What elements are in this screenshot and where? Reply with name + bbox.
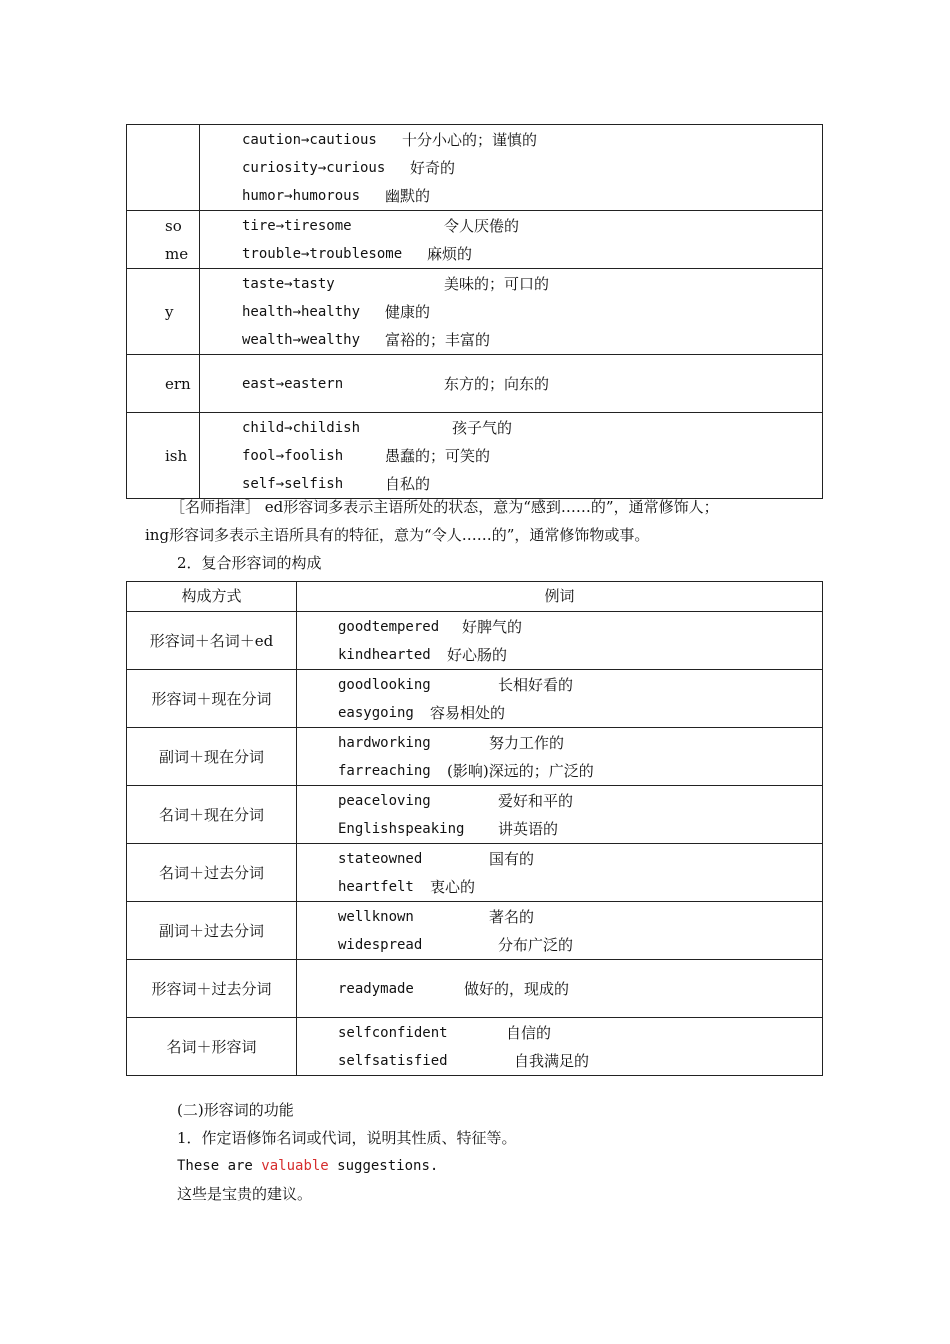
type-cell: 形容词＋名词＋ed xyxy=(127,612,297,670)
example-cell xyxy=(297,1018,823,1076)
point-1: 1．作定语修饰名词或代词，说明其性质、特征等。 xyxy=(177,1129,517,1147)
example-cell xyxy=(200,125,823,211)
table-row xyxy=(127,1018,823,1076)
word-meaning: 讲英语的 xyxy=(498,819,559,838)
table-row xyxy=(127,413,823,499)
highlighted-word: valuable xyxy=(261,1158,329,1174)
word: stateowned xyxy=(338,850,423,867)
word-meaning: 十分小心的；谨慎的 xyxy=(402,130,538,149)
word-meaning: 健康的 xyxy=(385,302,431,321)
word: goodtempered xyxy=(338,618,440,635)
word-meaning: 孩子气的 xyxy=(452,418,513,437)
example-cell xyxy=(297,960,823,1018)
table-row xyxy=(127,355,823,413)
word: readymade xyxy=(338,980,414,997)
word-pair: child→childish xyxy=(242,419,361,436)
example-cell xyxy=(297,612,823,670)
header-type: 构成方式 xyxy=(127,582,297,612)
type-cell: 名词＋形容词 xyxy=(127,1018,297,1076)
word-meaning: 著名的 xyxy=(489,907,535,926)
word: heartfelt xyxy=(338,878,414,895)
table-row xyxy=(127,612,823,670)
word-meaning: 好奇的 xyxy=(410,158,456,177)
table-row xyxy=(127,786,823,844)
word-pair: self→selfish xyxy=(242,475,344,492)
example-cell xyxy=(200,211,823,269)
word: selfconfident xyxy=(338,1024,448,1041)
word-pair: wealth→wealthy xyxy=(242,331,361,348)
word-meaning: 美味的；可口的 xyxy=(444,274,550,293)
word-meaning: 爱好和平的 xyxy=(498,791,574,810)
example-text-before: These are xyxy=(177,1158,262,1174)
word: widespread xyxy=(338,936,423,953)
word-meaning: 好心肠的 xyxy=(447,645,508,664)
word-meaning: 麻烦的 xyxy=(427,244,473,263)
example-cell xyxy=(297,902,823,960)
example-cell xyxy=(297,844,823,902)
suffix-cell: ern xyxy=(127,355,200,413)
word-pair: east→eastern xyxy=(242,375,344,392)
word-meaning: 衷心的 xyxy=(430,877,476,896)
suffix-cell xyxy=(127,125,200,211)
table-row xyxy=(127,960,823,1018)
suffix-cell: ish xyxy=(127,413,200,499)
table-row xyxy=(127,670,823,728)
word-meaning: 愚蠢的；可笑的 xyxy=(385,446,491,465)
word-pair: trouble→troublesome xyxy=(242,245,403,262)
word: farreaching xyxy=(338,762,431,779)
compound-adjective-table xyxy=(126,581,823,1076)
word-pair: taste→tasty xyxy=(242,275,335,292)
table-row xyxy=(127,269,823,355)
example-cell xyxy=(200,413,823,499)
word: peaceloving xyxy=(338,792,431,809)
type-cell: 名词＋过去分词 xyxy=(127,844,297,902)
table-row xyxy=(127,728,823,786)
word-meaning: 长相好看的 xyxy=(498,675,574,694)
word-meaning: 富裕的；丰富的 xyxy=(385,330,491,349)
word-pair: tire→tiresome xyxy=(242,217,352,234)
word: easygoing xyxy=(338,704,414,721)
word-meaning: 自信的 xyxy=(506,1023,552,1042)
table-row xyxy=(127,902,823,960)
word-pair: fool→foolish xyxy=(242,447,344,464)
type-cell: 形容词＋现在分词 xyxy=(127,670,297,728)
section-title: 2．复合形容词的构成 xyxy=(177,554,322,572)
type-cell: 名词＋现在分词 xyxy=(127,786,297,844)
suffix-cell: y xyxy=(127,269,200,355)
table-row xyxy=(127,844,823,902)
type-cell: 副词＋现在分词 xyxy=(127,728,297,786)
word: Englishspeaking xyxy=(338,820,465,837)
word-meaning: 做好的，现成的 xyxy=(464,979,570,998)
word: goodlooking xyxy=(338,676,431,693)
word-pair: health→healthy xyxy=(242,303,361,320)
word-pair: curiosity→curious xyxy=(242,159,386,176)
example-cell xyxy=(200,269,823,355)
word-meaning: 努力工作的 xyxy=(489,733,565,752)
word: kindhearted xyxy=(338,646,431,663)
type-cell: 形容词＋过去分词 xyxy=(127,960,297,1018)
word-pair: caution→cautious xyxy=(242,131,377,148)
word-meaning: 国有的 xyxy=(489,849,535,868)
word-meaning: (影响)深远的；广泛的 xyxy=(447,761,594,780)
word-meaning: 令人厌倦的 xyxy=(444,216,520,235)
word-meaning: 东方的；向东的 xyxy=(444,374,550,393)
example-cell xyxy=(200,355,823,413)
section-heading: (二)形容词的功能 xyxy=(177,1101,294,1119)
suffix-table xyxy=(126,124,823,499)
type-cell: 副词＋过去分词 xyxy=(127,902,297,960)
example-sentence xyxy=(177,1152,857,1180)
example-translation: 这些是宝贵的建议。 xyxy=(177,1185,313,1203)
header-example: 例词 xyxy=(297,582,823,612)
word-meaning: 容易相处的 xyxy=(430,703,506,722)
table-row xyxy=(127,125,823,211)
example-cell xyxy=(297,728,823,786)
table-header-row xyxy=(127,582,823,612)
example-text-after: suggestions. xyxy=(328,1158,439,1174)
word-meaning: 自我满足的 xyxy=(514,1051,590,1070)
word-meaning: 分布广泛的 xyxy=(498,935,574,954)
example-cell xyxy=(297,670,823,728)
word-meaning: 幽默的 xyxy=(385,186,431,205)
word: wellknown xyxy=(338,908,414,925)
word: hardworking xyxy=(338,734,431,751)
word-meaning: 自私的 xyxy=(385,474,431,493)
tip-line-1: ［名师指津］ ed形容词多表示主语所处的状态，意为“感到……的”，通常修饰人； xyxy=(170,498,719,516)
word-pair: humor→humorous xyxy=(242,187,361,204)
suffix-cell: some xyxy=(127,211,200,269)
tip-line-2: ing形容词多表示主语所具有的特征，意为“令人……的”，通常修饰物或事。 xyxy=(145,526,650,544)
word: selfsatisfied xyxy=(338,1052,448,1069)
table-row xyxy=(127,211,823,269)
word-meaning: 好脾气的 xyxy=(462,617,523,636)
example-cell xyxy=(297,786,823,844)
